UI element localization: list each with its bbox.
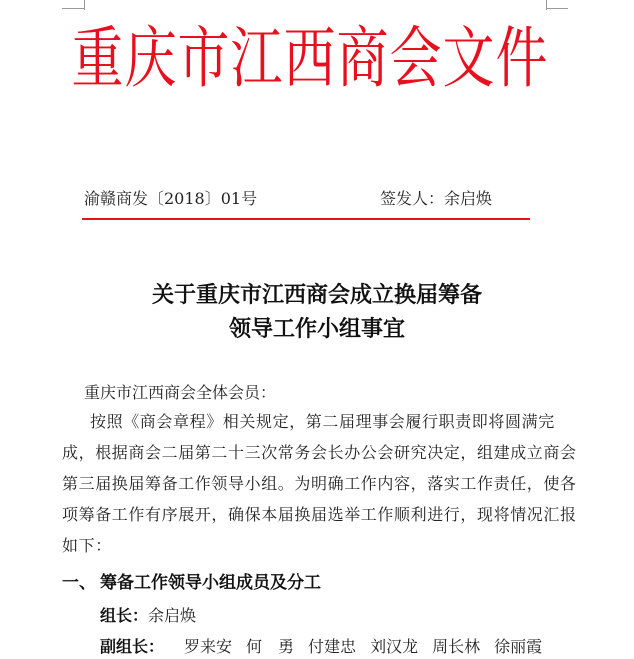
subject-title-line-1: 关于重庆市江西商会成立换届筹备 — [151, 283, 482, 308]
deputy-name: 何 勇 — [246, 637, 295, 656]
leader-line — [100, 603, 196, 626]
deputy-name: 徐丽霞 — [494, 637, 543, 656]
deputy-label: 副组长： — [100, 637, 165, 656]
deputy-line — [100, 634, 556, 657]
deputy-name: 刘汉龙 — [370, 637, 419, 656]
body-paragraph: 按照《商会章程》相关规定，第二届理事会履行职责即将圆满完成，根据商会二届第二十三次常务会长办公会研究决定，组建成立商会第三届换届筹备工作领导小组。为明确工作内容，落实工作责任，使各项筹备工作有序展开，确保本届换届选举工作顺利进行，现将情况汇报如下： — [62, 412, 577, 555]
deputy-name: 罗来安 — [184, 637, 233, 656]
document-header-title: 重庆市江西商会文件 — [71, 20, 549, 98]
subject-title-line-2: 领导工作小组事宜 — [228, 317, 405, 342]
section-heading — [62, 568, 321, 593]
salutation: 重庆市江西商会全体会员： — [84, 383, 277, 402]
section-number: 一、 — [62, 573, 96, 593]
issuer-signature: 签发人：余启焕 — [380, 189, 493, 208]
deputy-name: 周长林 — [432, 637, 481, 656]
section-heading-text: 筹备工作领导小组成员及分工 — [100, 573, 321, 593]
deputy-name: 付建忠 — [308, 637, 357, 656]
document-number: 渝赣商发〔2018〕01号 — [84, 189, 258, 208]
leader-name: 余启焕 — [148, 606, 197, 625]
red-divider-rule — [82, 218, 530, 220]
leader-label: 组长： — [100, 606, 149, 625]
